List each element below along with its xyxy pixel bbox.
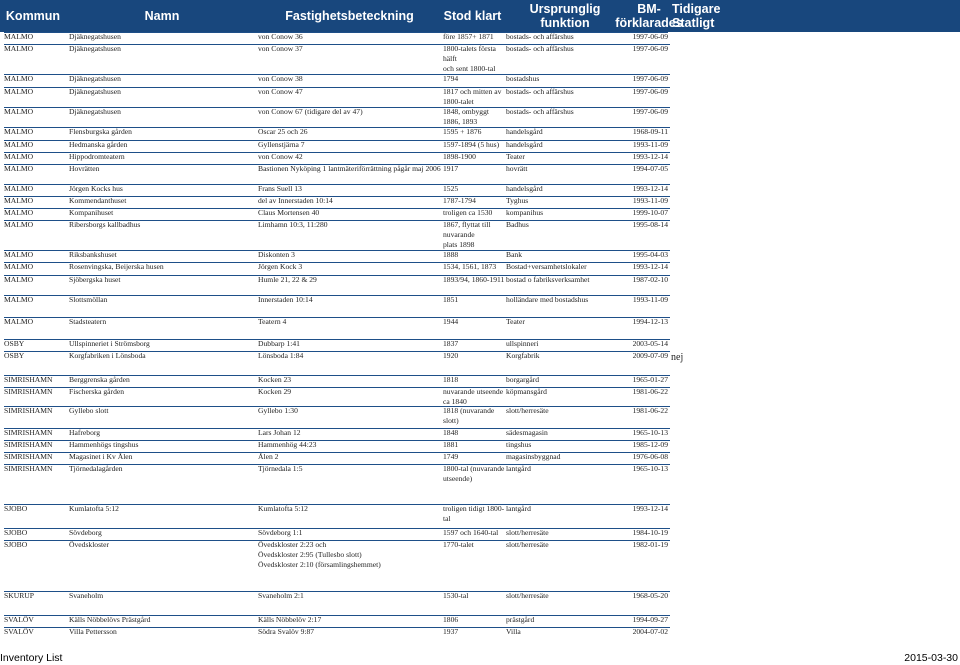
cell-namn: Korgfabriken i Lönsboda — [69, 351, 146, 360]
cell-stod: 1530-tal — [443, 591, 469, 600]
cell-kommun: SJOBO — [4, 504, 28, 513]
cell-funktion: handelsgård — [506, 184, 543, 193]
cell-funktion: bostadshus — [506, 74, 540, 83]
cell-kommun: MALMO — [4, 208, 34, 217]
cell-kommun: MALMO — [4, 250, 34, 259]
cell-namn: Villa Pettersson — [69, 627, 117, 636]
cell-namn: Djäknegatshusen — [69, 74, 121, 83]
cell-kommun: MALMO — [4, 275, 34, 284]
cell-bm: 1982-01-19 — [632, 540, 668, 549]
cell-stod: 1534, 1561, 1873 — [443, 262, 497, 271]
cell-fastighet: Humle 21, 22 & 29 — [258, 275, 317, 284]
cell-bm: 1993-11-09 — [632, 196, 668, 205]
cell-fastighet: Jörgen Kock 3 — [258, 262, 303, 271]
col-header-tidigare[interactable]: Tidigare Statligt — [672, 2, 721, 30]
cell-stod: 1597-1894 (5 hus) — [443, 140, 500, 149]
cell-bm: 1994-09-27 — [632, 615, 668, 624]
cell-fastighet: von Conow 36 — [258, 32, 303, 41]
cell-stod: 1851 — [443, 295, 459, 304]
cell-namn: Slottsmöllan — [69, 295, 108, 304]
cell-fastighet: von Conow 67 (tidigare del av 47) — [258, 107, 363, 116]
cell-stod: 1800-talets första hälft och sent 1800-tal — [443, 44, 496, 74]
cell-stod: 1595 + 1876 — [443, 127, 482, 136]
col-header-namn[interactable]: Namn — [144, 9, 180, 23]
cell-stod: 1881 — [443, 440, 459, 449]
cell-namn: Stadsteatern — [69, 317, 107, 326]
row-rule — [4, 591, 670, 592]
cell-bm: 1997-06-09 — [632, 44, 668, 53]
cell-funktion: Korgfabrik — [506, 351, 540, 360]
cell-kommun: SIMRISHAMN — [4, 440, 53, 449]
row-rule — [4, 428, 670, 429]
cell-fastighet: von Conow 47 — [258, 87, 303, 96]
cell-namn: Djäknegatshusen — [69, 44, 121, 53]
cell-namn: Flensburgska gården — [69, 127, 132, 136]
cell-kommun: SIMRISHAMN — [4, 464, 53, 473]
col-header-stod-klart[interactable]: Stod klart — [443, 9, 502, 23]
cell-funktion: tingshus — [506, 440, 532, 449]
cell-fastighet: Hammenhög 44:23 — [258, 440, 317, 449]
cell-funktion: lantgård — [506, 504, 531, 513]
cell-stod: 1787-1794 — [443, 196, 476, 205]
cell-stod: 1944 — [443, 317, 459, 326]
cell-kommun: MALMO — [4, 262, 34, 271]
cell-bm: 1993-12-14 — [632, 152, 668, 161]
col-header-funktion[interactable]: Ursprunglig funktion — [529, 2, 601, 30]
cell-funktion: bostads- och affärshus — [506, 107, 574, 116]
cell-funktion: handelsgård — [506, 127, 543, 136]
cell-bm: 1993-12-14 — [632, 184, 668, 193]
cell-fastighet: Bastionen Nyköping 1 lantmäteriförrättning pågår maj 2006 — [258, 164, 441, 173]
cell-namn: Djäknegatshusen — [69, 32, 121, 41]
cell-stod: 1806 — [443, 615, 459, 624]
cell-kommun: MALMO — [4, 220, 34, 229]
cell-kommun: SJOBO — [4, 540, 28, 549]
cell-fastighet: Källs Nöbbelöv 2:17 — [258, 615, 322, 624]
cell-bm: 1981-06-22 — [632, 387, 668, 396]
cell-funktion: sädesmagasin — [506, 428, 548, 437]
cell-bm: 1976-06-08 — [632, 452, 668, 461]
cell-stod: före 1857+ 1871 — [443, 32, 494, 41]
cell-namn: Hovrätten — [69, 164, 100, 173]
cell-fastighet: Ålen 2 — [258, 452, 279, 461]
report-date: 2015-03-30 — [904, 652, 958, 664]
cell-fastighet: Limhamn 10:3, 11:280 — [258, 220, 328, 229]
cell-fastighet: von Conow 37 — [258, 44, 303, 53]
cell-fastighet: Kocken 29 — [258, 387, 292, 396]
cell-kommun: SIMRISHAMN — [4, 406, 53, 415]
cell-kommun: MALMO — [4, 196, 34, 205]
cell-fastighet: Claus Mortensen 40 — [258, 208, 320, 217]
col-header-fastighet[interactable]: Fastighetsbeteckning — [285, 9, 414, 23]
col-header-kommun[interactable]: Kommun — [5, 9, 61, 23]
cell-bm: 1984-10-19 — [632, 528, 668, 537]
cell-fastighet: Diskonten 3 — [258, 250, 295, 259]
cell-bm: 1993-11-09 — [632, 295, 668, 304]
cell-funktion: köpmansgård — [506, 387, 547, 396]
cell-stod: nuvarande utseende ca 1840 — [443, 387, 504, 407]
cell-fastighet: Gyllenstjärna 7 — [258, 140, 305, 149]
cell-namn: Magasinet i Kv Ålen — [69, 452, 133, 461]
cell-funktion: bostad o fabriksverksamhet — [506, 275, 590, 284]
cell-kommun: MALMO — [4, 295, 34, 304]
cell-namn: Rosenvingska, Beijerska husen — [69, 262, 164, 271]
cell-stod: 1770-talet — [443, 540, 474, 549]
cell-funktion: bostads- och affärshus — [506, 32, 574, 41]
cell-kommun: MALMO — [4, 164, 34, 173]
cell-bm: 1993-12-14 — [632, 262, 668, 271]
cell-funktion: Bank — [506, 250, 523, 259]
cell-bm: 1993-11-09 — [632, 140, 668, 149]
cell-namn: Djäknegatshusen — [69, 107, 121, 116]
cell-funktion: bostads- och affärshus — [506, 87, 574, 96]
cell-funktion: Tyghus — [506, 196, 529, 205]
cell-bm: 2009-07-09 — [632, 351, 668, 360]
cell-bm: 1997-06-09 — [632, 107, 668, 116]
cell-stod: 1817 och mitten av 1800-talet — [443, 87, 502, 107]
cell-stod: 1920 — [443, 351, 459, 360]
cell-namn: Gyllebo slott — [69, 406, 109, 415]
cell-bm: 2003-05-14 — [632, 339, 668, 348]
cell-namn: Tjörnedalagården — [69, 464, 123, 473]
cell-fastighet: Kumlatofta 5:12 — [258, 504, 308, 513]
cell-stod: 1597 och 1640-tal — [443, 528, 499, 537]
cell-namn: Kumlatofta 5:12 — [69, 504, 119, 513]
cell-funktion: ullspinneri — [506, 339, 539, 348]
cell-kommun: SVALÖV — [4, 627, 34, 636]
col-header-bm[interactable]: BM- förklarades — [615, 2, 683, 30]
cell-bm: 1993-12-14 — [632, 504, 668, 513]
cell-stod: 1749 — [443, 452, 459, 461]
cell-stod: 1937 — [443, 627, 459, 636]
report-name: Inventory List — [0, 652, 63, 664]
cell-fastighet: Innerstaden 10:14 — [258, 295, 313, 304]
cell-fastighet: von Conow 38 — [258, 74, 303, 83]
cell-bm: 1994-07-05 — [632, 164, 668, 173]
cell-kommun: MALMO — [4, 44, 34, 53]
cell-fastighet: Oscar 25 och 26 — [258, 127, 308, 136]
row-rule — [4, 528, 670, 529]
cell-namn: Jörgen Kocks hus — [69, 184, 123, 193]
cell-bm: 1985-12-09 — [632, 440, 668, 449]
cell-funktion: prästgård — [506, 615, 535, 624]
cell-bm: 1997-06-09 — [632, 87, 668, 96]
cell-namn: Berggrenska gården — [69, 375, 130, 384]
cell-namn: Kommendanthuset — [69, 196, 127, 205]
cell-bm: 1981-06-22 — [632, 406, 668, 415]
cell-bm: 1965-10-13 — [632, 428, 668, 437]
cell-namn: Svaneholm — [69, 591, 104, 600]
cell-stod: 1818 (nuvarande slott) — [443, 406, 495, 426]
cell-stod: 1893/94, 1860-1911 — [443, 275, 505, 284]
cell-funktion: bostads- och affärshus — [506, 44, 574, 53]
cell-stod: troligen tidigt 1800- tal — [443, 504, 505, 524]
cell-fastighet: Kocken 23 — [258, 375, 292, 384]
cell-bm: 1999-10-07 — [632, 208, 668, 217]
cell-bm: 1987-02-10 — [632, 275, 668, 284]
cell-fastighet: Södra Svalöv 9:87 — [258, 627, 315, 636]
cell-bm: 1965-10-13 — [632, 464, 668, 473]
cell-fastighet: Lars Johan 12 — [258, 428, 301, 437]
cell-kommun: MALMO — [4, 317, 34, 326]
cell-funktion: Bostad+versamhetslokaler — [506, 262, 587, 271]
cell-funktion: Teater — [506, 317, 525, 326]
cell-kommun: OSBY — [4, 339, 25, 348]
cell-kommun: SJOBO — [4, 528, 28, 537]
cell-bm: 1968-05-20 — [632, 591, 668, 600]
cell-kommun: SIMRISHAMN — [4, 452, 53, 461]
cell-kommun: MALMO — [4, 184, 34, 193]
cell-funktion: slott/herresäte — [506, 406, 549, 415]
cell-stod: 1818 — [443, 375, 459, 384]
cell-funktion: borgargård — [506, 375, 540, 384]
cell-kommun: SVALÖV — [4, 615, 34, 624]
cell-fastighet: Lönsboda 1:84 — [258, 351, 304, 360]
cell-kommun: SIMRISHAMN — [4, 375, 53, 384]
cell-stod: troligen ca 1530 — [443, 208, 493, 217]
cell-namn: Ullspinneriet i Strömsborg — [69, 339, 150, 348]
cell-stod: 1888 — [443, 250, 459, 259]
cell-bm: 1994-12-13 — [632, 317, 668, 326]
cell-funktion: kompanihus — [506, 208, 544, 217]
cell-namn: Övedskloster — [69, 540, 110, 549]
cell-fastighet: Tjörnedala 1:5 — [258, 464, 303, 473]
cell-bm: 1995-04-03 — [632, 250, 668, 259]
cell-funktion: slott/herresäte — [506, 591, 549, 600]
cell-kommun: MALMO — [4, 127, 34, 136]
cell-funktion: magasinsbyggnad — [506, 452, 561, 461]
cell-funktion: hovrätt — [506, 164, 528, 173]
cell-kommun: SKURUP — [4, 591, 34, 600]
cell-bm: 1968-09-11 — [632, 127, 668, 136]
cell-kommun: MALMO — [4, 152, 34, 161]
cell-tidigare: nej — [671, 352, 684, 363]
cell-fastighet: Gyllebo 1:30 — [258, 406, 298, 415]
cell-bm: 1997-06-09 — [632, 74, 668, 83]
cell-namn: Källs Nöbbelövs Prästgård — [69, 615, 151, 624]
cell-stod: 1867, flyttat till nuvarande plats 1898 — [443, 220, 491, 250]
cell-kommun: SIMRISHAMN — [4, 387, 53, 396]
cell-funktion: slott/herresäte — [506, 540, 549, 549]
cell-namn: Hafreborg — [69, 428, 101, 437]
cell-funktion: handelsgård — [506, 140, 543, 149]
cell-namn: Sjöbergska huset — [69, 275, 121, 284]
cell-stod: 1848 — [443, 428, 459, 437]
cell-fastighet: del av Innerstaden 10:14 — [258, 196, 333, 205]
cell-kommun: MALMO — [4, 87, 34, 96]
cell-fastighet: Övedskloster 2:23 och Övedskloster 2:95 (Tullesbo slott) Övedskloster 2:10 (församlingshemmet) — [258, 540, 381, 570]
cell-namn: Kompanihuset — [69, 208, 114, 217]
cell-stod: 1525 — [443, 184, 459, 193]
cell-stod: 1848, ombyggt 1886, 1893 — [443, 107, 489, 127]
cell-kommun: MALMO — [4, 107, 34, 116]
cell-stod: 1917 — [443, 164, 459, 173]
cell-kommun: SIMRISHAMN — [4, 428, 53, 437]
cell-namn: Sövdeborg — [69, 528, 102, 537]
cell-bm: 2004-07-02 — [632, 627, 668, 636]
cell-namn: Ribersborgs kallbadhus — [69, 220, 141, 229]
cell-kommun: OSBY — [4, 351, 25, 360]
cell-bm: 1965-01-27 — [632, 375, 668, 384]
cell-stod: 1794 — [443, 74, 459, 83]
cell-kommun: MALMO — [4, 74, 34, 83]
cell-funktion: Badhus — [506, 220, 529, 229]
cell-fastighet: von Conow 42 — [258, 152, 303, 161]
cell-namn: Fischerska gården — [69, 387, 125, 396]
cell-namn: Hedmanska gården — [69, 140, 128, 149]
cell-namn: Djäknegatshusen — [69, 87, 121, 96]
cell-funktion: lantgård — [506, 464, 531, 473]
cell-fastighet: Teatern 4 — [258, 317, 287, 326]
cell-kommun: MALMO — [4, 140, 34, 149]
cell-bm: 1995-08-14 — [632, 220, 668, 229]
cell-bm: 1997-06-09 — [632, 32, 668, 41]
cell-funktion: holländare med bostadshus — [506, 295, 589, 304]
cell-funktion: Teater — [506, 152, 525, 161]
cell-stod: 1898-1900 — [443, 152, 476, 161]
cell-fastighet: Svaneholm 2:1 — [258, 591, 304, 600]
cell-fastighet: Sövdeborg 1:1 — [258, 528, 303, 537]
cell-fastighet: Dubbarp 1:41 — [258, 339, 300, 348]
cell-stod: 1800-tal (nuvarande utseende) — [443, 464, 505, 484]
cell-kommun: MALMO — [4, 32, 34, 41]
cell-namn: Riksbankshuset — [69, 250, 117, 259]
cell-funktion: slott/herresäte — [506, 528, 549, 537]
cell-funktion: Villa — [506, 627, 521, 636]
cell-fastighet: Frans Suell 13 — [258, 184, 302, 193]
cell-namn: Hammenhögs tingshus — [69, 440, 139, 449]
cell-namn: Hippodromteatern — [69, 152, 125, 161]
cell-stod: 1837 — [443, 339, 459, 348]
